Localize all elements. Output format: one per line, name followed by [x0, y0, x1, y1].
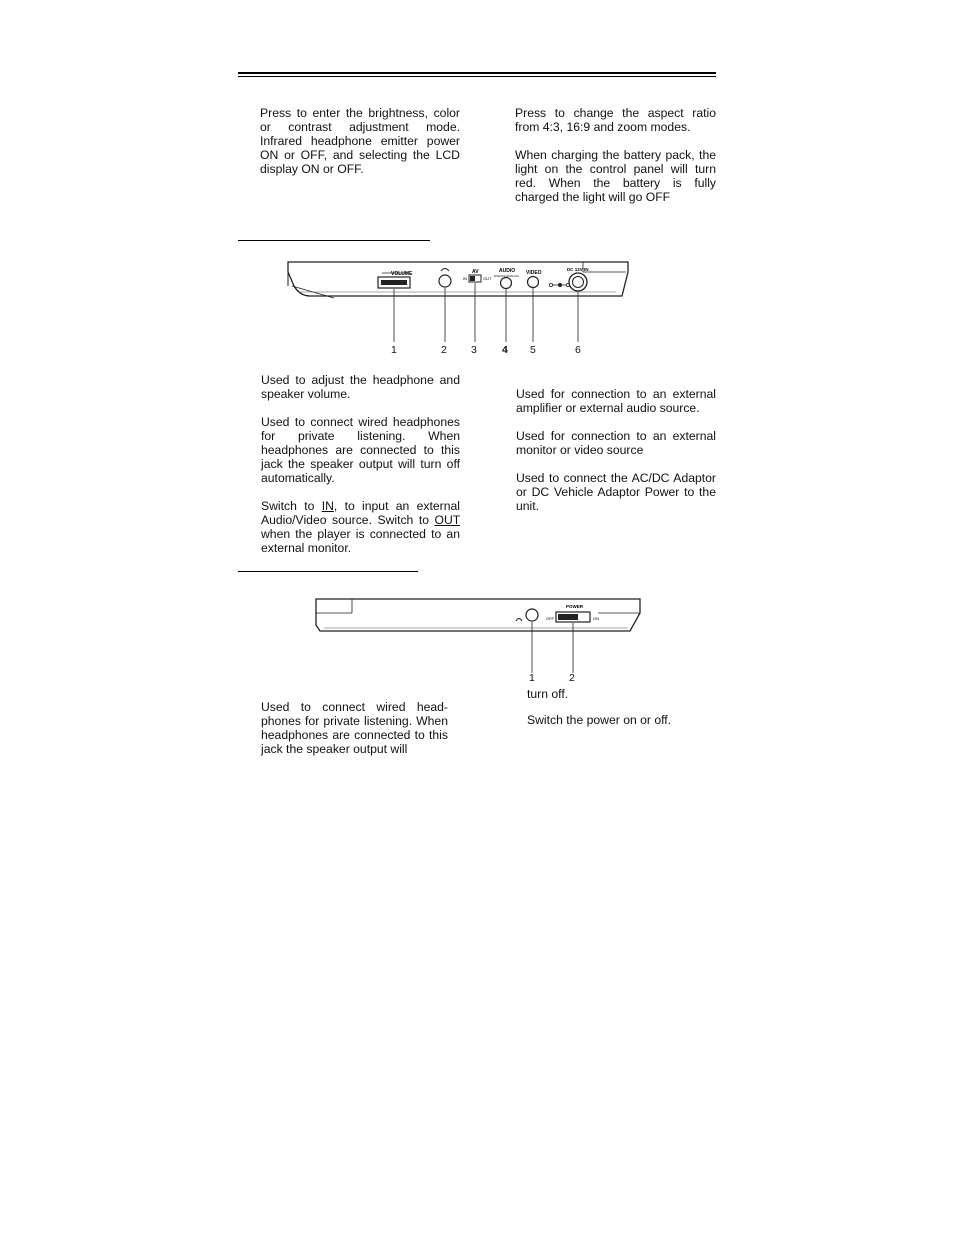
aspect-ratio-description: Press to change the aspect ratio from 4:3, 16:9 and zoom modes. [515, 106, 716, 134]
video-jack-icon [528, 277, 539, 288]
audio-label: AUDIO [499, 268, 516, 274]
callout-p2-2: 2 [569, 672, 575, 684]
av-out-label: OUT [483, 276, 492, 281]
brightness-description: Press to enter the brightness, color or contrast adjustment mode. Infrared headphone emitter power ON or OFF, and selecting the LCD display ON or OFF. [260, 106, 460, 176]
av-switch-description: Switch to IN, to input an external Audio/Video source. Switch to OUT when the player is connected to an external monitor. [261, 499, 460, 555]
callout-4: 4 [502, 344, 508, 356]
power-label: POWER [566, 604, 584, 609]
av-in-label: IN [463, 276, 467, 281]
section-rule-1 [238, 240, 430, 241]
headphone-description-2: Used to connect wired head-phones for private listening. When headphones are connected to this jack the speaker output will [261, 700, 448, 756]
audio-jack-icon [501, 278, 512, 289]
audio-description: Used for connection to an external amplifier or external audio source. [516, 387, 716, 415]
side-panel-left-diagram [310, 595, 644, 685]
side-panel-right-diagram [280, 258, 632, 358]
video-description: Used for connection to an external monitor or video source [516, 429, 716, 457]
callout-p2-1: 1 [529, 672, 535, 684]
volume-label: VOLUME [391, 271, 413, 277]
header-rule-thin [238, 76, 716, 77]
power-on-label: ON [593, 616, 599, 621]
dc-in-label: DC 12V IN [567, 267, 589, 272]
dc-description: Used to connect the AC/DC Adaptor or DC Vehicle Adaptor Power to the unit. [516, 471, 716, 513]
callout-6: 6 [575, 344, 581, 356]
callout-2: 2 [441, 344, 447, 356]
header-rule-thick [238, 72, 716, 74]
headphone-description: Used to connect wired headphones for private listening. When headphones are connected to this jack the speaker output will turn off automatically. [261, 415, 460, 485]
headphone-icon-2 [516, 619, 522, 622]
callout-3: 3 [471, 344, 477, 356]
volume-description: Used to adjust the headphone and speaker volume. [261, 373, 460, 401]
headphone-jack-icon-2 [526, 609, 538, 621]
callout-5: 5 [530, 344, 536, 356]
headphone-jack-icon [439, 275, 451, 287]
headphone-description-2-cont: turn off. [527, 687, 569, 701]
section-rule-2 [238, 571, 418, 572]
av-label: AV [472, 269, 479, 275]
callout-1: 1 [391, 344, 397, 356]
audio-sub-label: DIGITAL/ANALOG [494, 274, 519, 278]
video-label: VIDEO [526, 270, 542, 276]
dc-jack-icon [569, 273, 587, 291]
power-off-label: OFF [546, 616, 554, 621]
dc-polarity-icon [549, 283, 569, 287]
charging-description: When charging the battery pack, the light on the control panel will turn red. When the battery is fully charged the light will go OFF [515, 148, 716, 204]
power-description: Switch the power on or off. [527, 713, 672, 727]
